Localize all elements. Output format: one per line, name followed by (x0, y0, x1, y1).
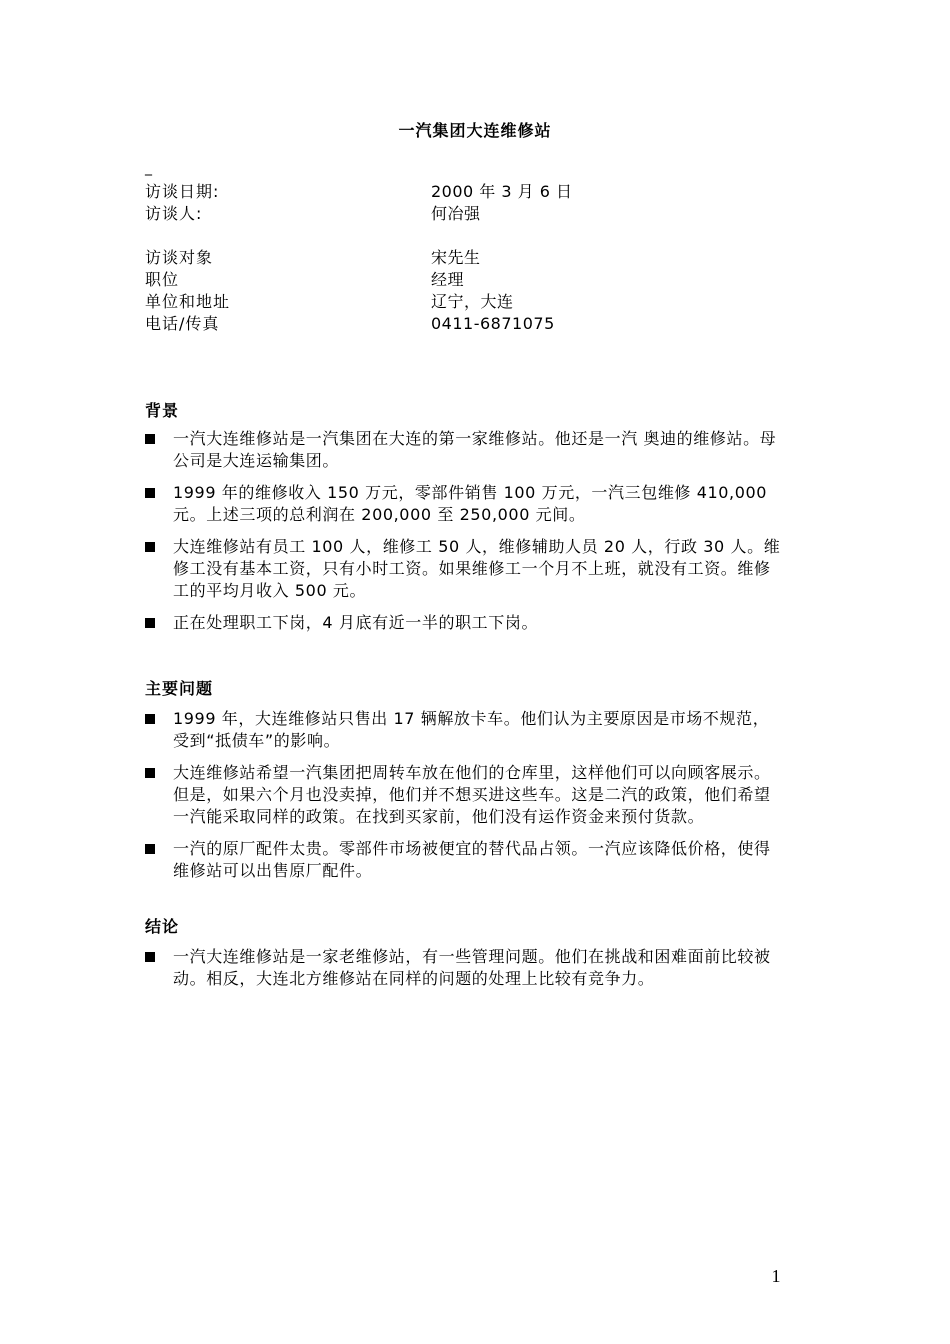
list-item (145, 708, 785, 752)
list-item (145, 428, 785, 472)
bullet-square-icon (145, 542, 155, 552)
section-conclusion (145, 916, 785, 990)
list-item (145, 946, 785, 990)
info-label: 访谈人: (145, 204, 203, 223)
section-heading: 主要问题 (145, 679, 214, 698)
list-item-text: 一汽大连维修站是一家老维修站，有一些管理问题。他们在挑战和困难面前比较被动。相反，大连北方维修站在同样的问题的处理上比较有竞争力。 (173, 947, 771, 988)
list-item (145, 612, 785, 634)
list-item (145, 762, 785, 828)
list-item-text: 大连维修站有员工 100 人，维修工 50 人，维修辅助人员 20 人，行政 30 人。维修工没有基本工资，只有小时工资。如果维修工一个月不上班，就没有工资。维修工的平均月收入 500 元。 (173, 537, 781, 600)
list-item (145, 536, 785, 602)
info-value: 0411-6871075 (431, 314, 555, 333)
info-value: 经理 (431, 270, 465, 289)
info-label: 单位和地址 (145, 292, 231, 311)
list-item-text: 一汽的原厂配件太贵。零部件市场被便宜的替代品占领。一汽应该降低价格，使得维修站可以出售原厂配件。 (173, 839, 771, 880)
list-item-text: 大连维修站希望一汽集团把周转车放在他们的仓库里，这样他们可以向顾客展示。但是，如果六个月也没卖掉，他们并不想买进这些车。这是二汽的政策，他们希望一汽能采取同样的政策。在找到买家前，他们没有运作资金来预付货款。 (173, 763, 771, 826)
section-heading: 结论 (145, 917, 180, 936)
separator-mark: _ (145, 160, 152, 176)
section-problems (145, 678, 785, 882)
info-value: 何冶强 (431, 204, 481, 223)
info-value: 辽宁，大连 (431, 292, 514, 311)
list-item-text: 一汽大连维修站是一汽集团在大连的第一家维修站。他还是一汽 奥迪的维修站。母公司是大连运输集团。 (173, 429, 777, 470)
section-heading: 背景 (145, 401, 180, 420)
list-item (145, 482, 785, 526)
bullet-square-icon (145, 844, 155, 854)
bullet-square-icon (145, 768, 155, 778)
info-label: 访谈对象 (145, 248, 214, 267)
list-item (145, 838, 785, 882)
bullet-square-icon (145, 618, 155, 628)
bullet-square-icon (145, 488, 155, 498)
bullet-square-icon (145, 714, 155, 724)
list-item-text: 1999 年的维修收入 150 万元，零部件销售 100 万元，一汽三包维修 410,000 元。上述三项的总利润在 200,000 至 250,000 元间。 (173, 483, 768, 524)
document-title: 一汽集团大连维修站 (398, 121, 552, 140)
page-number: 1 (771, 1266, 781, 1286)
info-value: 宋先生 (431, 248, 481, 267)
bullet-square-icon (145, 434, 155, 444)
info-label: 访谈日期: (145, 182, 220, 201)
info-label: 电话/传真 (145, 314, 220, 333)
list-item-text: 正在处理职工下岗，4 月底有近一半的职工下岗。 (173, 613, 539, 632)
info-value: 2000 年 3 月 6 日 (431, 182, 573, 201)
bullet-square-icon (145, 952, 155, 962)
section-background (145, 400, 785, 634)
info-label: 职位 (145, 270, 180, 289)
list-item-text: 1999 年，大连维修站只售出 17 辆解放卡车。他们认为主要原因是市场不规范，受到“抵债车”的影响。 (173, 709, 770, 750)
